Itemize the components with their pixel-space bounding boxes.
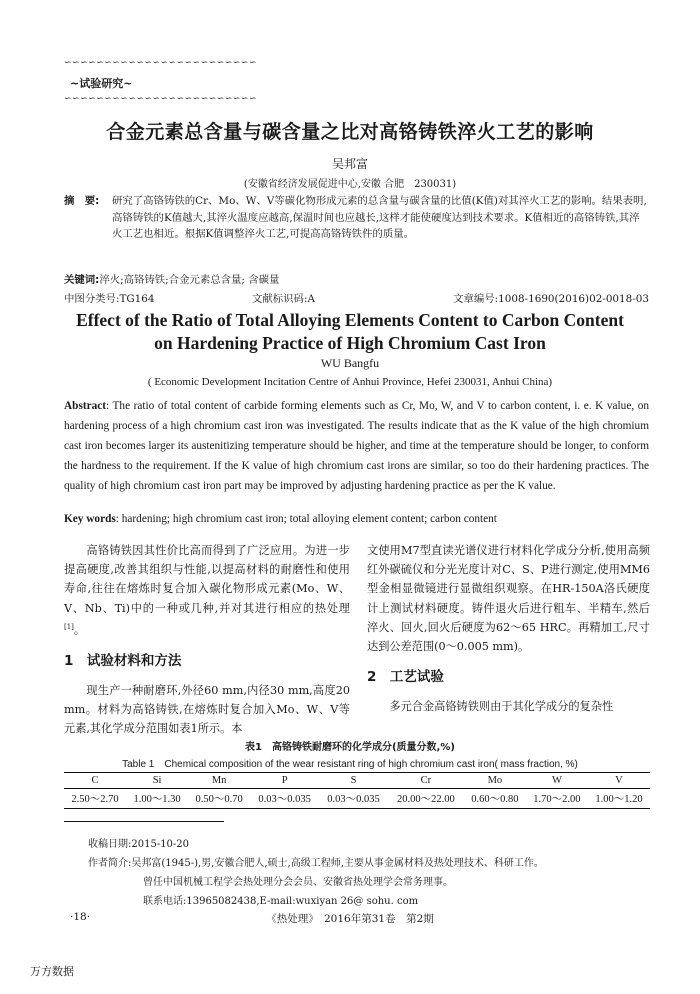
body-right-column bbox=[367, 541, 650, 717]
table-cell: 0.03～0.035 bbox=[327, 794, 380, 805]
intro-text: 高铬铸铁因其性价比高而得到了广泛应用。为进一步提高硬度,改善其组织与性能,以提高材料的耐磨性和使用寿命,往往在熔炼时复合加入碳化物形成元素(Mo、W、V、Nb、Ti)中的一种或几种,并对其进行相应的热处理 bbox=[64, 544, 350, 615]
header-ornament-bottom: ∽∽∽∽∽∽∽∽∽∽∽∽∽∽∽∽∽∽∽∽∽∽∽∽ bbox=[64, 94, 257, 104]
table-header-cell: C bbox=[91, 775, 99, 786]
keywords-cn bbox=[64, 271, 279, 286]
table-cell: 2.50～2.70 bbox=[71, 794, 119, 805]
table-header-cell: V bbox=[615, 775, 623, 786]
table-1-caption-cn: 表1 高铬铸铁耐磨环的化学成分(质量分数,%) bbox=[245, 742, 455, 753]
received-date: 收稿日期:2015-10-20 bbox=[88, 839, 190, 850]
keywords-en-label: Key words bbox=[64, 513, 116, 525]
body-left-column bbox=[64, 541, 350, 739]
methods-continued-paragraph: 文使用M7型直读光谱仪进行材料化学成分分析,使用高频红外碳硫仪和分光光度计对C、S、P进行测定,使用MM6型金相显微镜进行显微组织观察。在HR-150A洛氏硬度计上测试材料硬度。铸件退火后进行粗车、半精车,然后淬火、回火,回火后硬度为62～65 HRC。再精加工,尺寸达到公差范围(0～0.005 mm)。 bbox=[367, 544, 650, 654]
table-cell: 0.60～0.80 bbox=[471, 794, 519, 805]
abstract-en-text: : The ratio of total content of carbide forming elements such as Cr, Mo, W, and V to carbon content, i. e. K value, on hardening process of a high chromium cast iron was investigated. The results indicate that as the K value of the high chromium cast iron becomes larger its austenitizing temperature should be higher, and time at the temperature should be longer, to conform the hardness to the requirement. If the K value of high chromium cast irons are similar, so too do their hardening practices. The quality of high chromium cast iron part may be improved by adjusting hardening practice as per the K value. bbox=[64, 400, 649, 492]
wanfang-watermark: 万方数据 bbox=[30, 965, 74, 978]
author-bio-continued: 曾任中国机械工程学会热处理分会会员、安徽省热处理学会常务理事。 bbox=[143, 877, 453, 888]
keywords-cn-label: 关键词: bbox=[64, 274, 100, 286]
keywords-en-text: : hardening; high chromium cast iron; total alloying element content; carbon content bbox=[115, 513, 497, 525]
affiliation-en: ( Economic Development Incitation Centre of Anhui Province, Hefei 230031, Anhui China) bbox=[147, 376, 553, 388]
intro-end: 。 bbox=[73, 623, 86, 637]
author-contact: 联系电话:13965082438,E-mail:wuxiyan 26@ sohu. com bbox=[143, 896, 419, 907]
section-1-paragraph: 现生产一种耐磨环,外径60 mm,内径30 mm,高度20 mm。材料为高铬铸铁,在熔炼时复合加入Mo、W、V等元素,其化学成分范围如表1所示。本 bbox=[64, 683, 350, 736]
paper-title-en: Effect of the Ratio of Total Alloying Elements Content to Carbon Content on Hardening Practice of High Chromium Cast Iron bbox=[76, 310, 624, 353]
table-header-cell: W bbox=[551, 775, 562, 786]
section-2-heading: 2 工艺试验 bbox=[367, 669, 444, 686]
composition-table bbox=[64, 772, 650, 809]
intro-paragraph bbox=[64, 541, 350, 640]
table-header-cell: S bbox=[350, 775, 357, 786]
affiliation-cn: (安徽省经济发展促进中心,安徽 合肥 230031) bbox=[243, 179, 457, 190]
document-code: 文献标识码:A bbox=[252, 293, 315, 305]
table-header-cell: Mn bbox=[211, 775, 227, 786]
table-header-cell: Mo bbox=[487, 775, 503, 786]
table-cell: 0.03～0.035 bbox=[258, 794, 311, 805]
article-number: 文章编号:1008-1690(2016)02-0018-03 bbox=[453, 293, 649, 305]
table-header-cell: Cr bbox=[420, 775, 432, 786]
table-cell: 20.00～22.00 bbox=[397, 794, 455, 805]
page-number: ·18· bbox=[70, 911, 91, 923]
author-bio: 作者简介:吴邦富(1945-),男,安徽合肥人,硕士,高级工程师,主要从事金属材料及热处理技术、科研工作。 bbox=[88, 858, 544, 869]
section-1-heading: 1 试验材料和方法 bbox=[64, 652, 182, 669]
table-1-caption-en: Table 1 Chemical composition of the wear resistant ring of high chromium cast iron( mass fraction, %) bbox=[122, 759, 578, 770]
table-cell: 1.00～1.30 bbox=[133, 794, 181, 805]
author-en: WU Bangfu bbox=[320, 356, 380, 370]
table-header-row bbox=[64, 773, 650, 789]
table-cell: 0.50～0.70 bbox=[195, 794, 243, 805]
section-2-paragraph: 多元合金高铬铸铁则由于其化学成分的复杂性 bbox=[389, 700, 614, 714]
keywords-en bbox=[64, 513, 649, 525]
abstract-cn-label: 摘 要: bbox=[64, 195, 100, 207]
table-cell: 1.00～1.20 bbox=[595, 794, 643, 805]
table-cell: 1.70～2.00 bbox=[533, 794, 581, 805]
intro-reference[interactable]: [1] bbox=[64, 622, 74, 631]
clc-number: 中图分类号:TG164 bbox=[64, 293, 155, 305]
section-tag: ~试验研究~ bbox=[70, 77, 133, 90]
table-header-cell: P bbox=[281, 775, 288, 786]
footnote-divider bbox=[64, 821, 224, 822]
journal-info: 《热处理》 2016年第31卷 第2期 bbox=[266, 913, 434, 925]
header-ornament-top: ∽∽∽∽∽∽∽∽∽∽∽∽∽∽∽∽∽∽∽∽∽∽∽∽ bbox=[64, 58, 257, 68]
abstract-en-label: Abstract bbox=[64, 400, 107, 412]
table-header-cell: Si bbox=[152, 775, 162, 786]
table-row bbox=[64, 789, 650, 809]
abstract-cn-text: 研究了高铬铸铁的Cr、Mo、W、V等碳化物形成元素的总含量与碳含量的比值(K值)对其淬火工艺的影响。结果表明,高铬铸铁的K值越大,其淬火温度应越高,保温时间也应越长,这样才能使硬度达到技术要求。K值相近的高铬铸铁,其淬火工艺也相近。根据K值调整淬火工艺,可提高高铬铸铁件的质量。 bbox=[112, 195, 647, 241]
abstract-en bbox=[64, 396, 649, 496]
paper-title-cn: 合金元素总含量与碳含量之比对高铬铸铁淬火工艺的影响 bbox=[106, 121, 594, 143]
keywords-cn-text: 淬火;高铬铸铁;合金元素总含量; 含碳量 bbox=[99, 274, 280, 286]
author-cn: 吴邦富 bbox=[331, 157, 368, 171]
abstract-cn bbox=[64, 193, 649, 243]
